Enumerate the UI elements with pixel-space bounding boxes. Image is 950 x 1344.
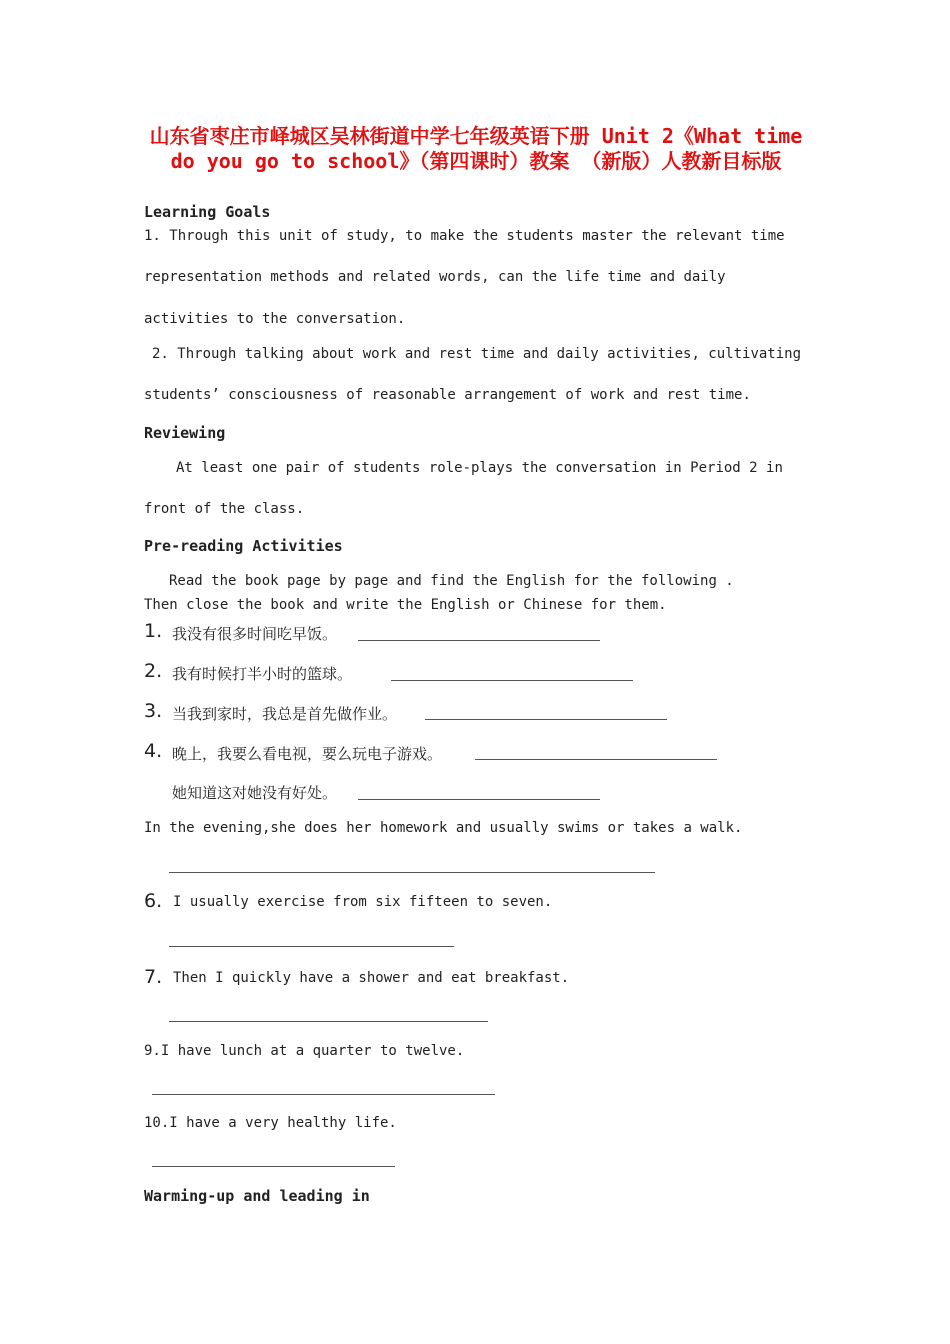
pre-reading-heading: Pre-reading Activities xyxy=(144,537,343,555)
goal-1-line-2: representation methods and related words, can the life time and daily xyxy=(144,269,726,285)
goal-2-line-1: 2. Through talking about work and rest time and daily activities, cultivating xyxy=(152,346,802,362)
item-6-text: I usually exercise from six fifteen to seven. xyxy=(173,894,553,910)
item-6-number: 6. xyxy=(144,890,163,912)
item-2-text: 我有时候打半小时的篮球。 xyxy=(172,665,353,683)
item-5-answer-blank[interactable] xyxy=(358,799,600,800)
item-5-text: 她知道这对她没有好处。 xyxy=(172,784,338,802)
item-english-evening-answer-blank[interactable] xyxy=(169,872,655,873)
item-3-answer-blank[interactable] xyxy=(425,719,667,720)
item-10-answer-blank[interactable] xyxy=(152,1166,395,1167)
item-3-number: 3. xyxy=(144,700,163,722)
goal-2-line-2: students’ consciousness of reasonable arrangement of work and rest time. xyxy=(144,387,751,403)
pre-reading-instruction-1: Read the book page by page and find the English for the following . xyxy=(169,573,734,589)
reviewing-heading: Reviewing xyxy=(144,424,226,442)
goal-1-line-1: 1. Through this unit of study, to make the students master the relevant time xyxy=(144,228,785,244)
item-6-answer-blank[interactable] xyxy=(169,946,454,947)
item-1-text: 我没有很多时间吃早饭。 xyxy=(172,625,338,643)
item-10-text: 10.I have a very healthy life. xyxy=(144,1115,397,1131)
document-title: 山东省枣庄市峄城区吴林街道中学七年级英语下册 Unit 2《What time do you go to school》（第四课时）教案 （新版）人教新目标版 xyxy=(149,124,803,173)
item-7-answer-blank[interactable] xyxy=(169,1021,488,1022)
item-4-answer-blank[interactable] xyxy=(475,759,717,760)
item-english-evening: In the evening,she does her homework and usually swims or takes a walk. xyxy=(144,820,743,836)
item-1-number: 1. xyxy=(144,620,163,642)
reviewing-line-1: At least one pair of students role-plays the conversation in Period 2 in xyxy=(176,460,783,476)
reviewing-line-2: front of the class. xyxy=(144,501,305,517)
item-7-number: 7. xyxy=(144,966,163,988)
item-3-text: 当我到家时，我总是首先做作业。 xyxy=(172,705,398,723)
item-9-answer-blank[interactable] xyxy=(152,1094,495,1095)
item-4-text: 晚上，我要么看电视，要么玩电子游戏。 xyxy=(172,745,443,763)
goal-1-line-3: activities to the conversation. xyxy=(144,311,406,327)
warming-up-heading: Warming-up and leading in xyxy=(144,1187,370,1205)
item-2-answer-blank[interactable] xyxy=(391,680,633,681)
item-9-text: 9.I have lunch at a quarter to twelve. xyxy=(144,1043,465,1059)
item-2-number: 2. xyxy=(144,660,163,682)
learning-goals-heading: Learning Goals xyxy=(144,203,271,221)
pre-reading-instruction-2: Then close the book and write the English or Chinese for them. xyxy=(144,597,667,613)
item-7-text: Then I quickly have a shower and eat breakfast. xyxy=(173,970,570,986)
item-1-answer-blank[interactable] xyxy=(358,640,600,641)
item-4-number: 4. xyxy=(144,740,163,762)
